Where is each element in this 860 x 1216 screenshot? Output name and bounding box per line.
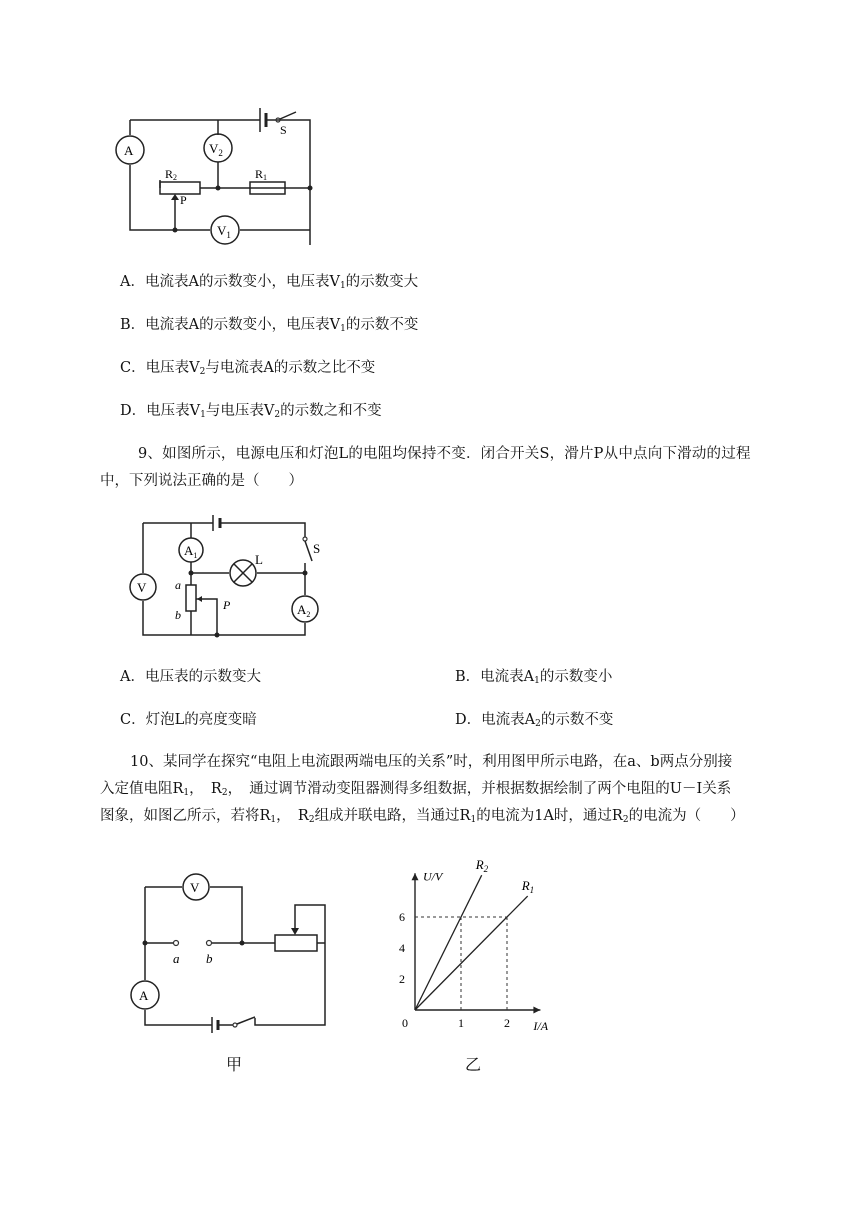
x-axis-arrow xyxy=(533,1007,540,1014)
y-tick-label: 4 xyxy=(399,941,405,955)
q8-option-a: A．电流表A的示数变小，电压表$V_1$的示数变大 xyxy=(120,274,419,291)
q10-ui-chart xyxy=(390,857,590,1040)
series-label-R2: $R_2$ xyxy=(475,857,489,875)
q10-circuit-jia xyxy=(130,870,335,1035)
q8-r2-sub: 2 xyxy=(173,173,178,182)
q8-circuit-diagram xyxy=(120,100,320,245)
x-tick-label: 2 xyxy=(504,1016,510,1030)
y-axis-arrow xyxy=(412,873,419,880)
x-tick-label: 1 xyxy=(458,1016,464,1030)
q8-v2-label: V xyxy=(209,141,219,156)
x-tick-label: 0 xyxy=(402,1016,408,1030)
q9-rheostat xyxy=(186,585,196,611)
q8-r2-label: R xyxy=(165,167,174,181)
q8-switch-label: S xyxy=(280,123,287,137)
q8-option-c: C．电压表$V_2$与电流表A的示数之比不变 xyxy=(120,360,376,377)
q9-option-d: D．电流表$A_2$的示数不变 xyxy=(455,712,614,729)
q8-p-label: P xyxy=(180,193,187,207)
y-tick-label: 6 xyxy=(399,910,405,924)
q9-b-label: b xyxy=(175,608,181,622)
q10-a-label: A xyxy=(139,988,149,1003)
q9-stem-line1: 9、如图所示，电源电压和灯泡L的电阻均保持不变．闭合开关S，滑片P从中点向下滑动的过程 xyxy=(138,446,751,462)
q9-stem-line2: 中，下列说法正确的是（ ） xyxy=(100,473,303,489)
q10-v-label: V xyxy=(190,880,200,895)
series-line-R2 xyxy=(415,875,482,1010)
svg-text:R1 xyxy=(255,167,267,182)
q9-circuit-diagram xyxy=(125,515,325,640)
q10-rheostat xyxy=(275,935,317,951)
y-tick-label: 2 xyxy=(399,972,405,986)
q8-v1-label: V xyxy=(217,223,227,238)
q10-point-a: a xyxy=(173,951,180,966)
q10-stem-line2: 入定值电阻$R_1$， $R_2$， 通过调节滑动变阻器测得多组数据，并根据数据绘制了两个电阻的U－I关系 xyxy=(100,781,732,798)
svg-text:A2 xyxy=(297,602,310,619)
q8-r1-label: R xyxy=(255,167,264,181)
q9-p-label: P xyxy=(223,598,231,612)
q8-option-d: D．电压表$V_1$与电压表$V_2$的示数之和不变 xyxy=(120,403,382,420)
q10-caption-yi: 乙 xyxy=(465,1055,482,1074)
q8-ammeter-label: A xyxy=(124,143,134,158)
q9-a1-label: A xyxy=(184,543,194,558)
q9-option-a: A．电压表的示数变大 xyxy=(120,669,261,685)
q8-v2-sub: 2 xyxy=(218,148,223,158)
q10-caption-jia: 甲 xyxy=(226,1055,243,1074)
q8-option-b: B．电流表A的示数变小，电压表$V_1$的示数不变 xyxy=(120,317,419,334)
svg-text:V2 xyxy=(209,141,223,158)
q10-point-b: b xyxy=(206,951,213,966)
q10-stem-line1: 10、某同学在探究“电阻上电流跟两端电压的关系”时，利用图甲所示电路，在a、b两点分别接 xyxy=(130,754,733,770)
q9-option-c: C．灯泡L的亮度变暗 xyxy=(120,712,257,728)
q8-r1-sub: 1 xyxy=(263,173,268,182)
q10-stem-line3: 图象，如图乙所示，若将$R_1$， $R_2$组成并联电路，当通过$R_1$的电流为1A时，通过$R_2$的电流为（ ） xyxy=(100,808,745,825)
q9-a2-sub: 2 xyxy=(306,610,311,619)
q9-a-label: a xyxy=(175,578,181,592)
x-axis-label: I/A xyxy=(533,1019,549,1033)
q8-v1-sub: 1 xyxy=(226,230,231,240)
svg-text:R2 xyxy=(165,167,177,182)
q9-v-label: V xyxy=(137,580,147,595)
q9-option-b: B．电流表$A_1$的示数变小 xyxy=(455,669,613,686)
q9-switch-label: S xyxy=(313,541,321,556)
y-axis-label: U/V xyxy=(423,869,443,884)
q9-lamp-label: L xyxy=(255,552,263,567)
series-label-R1: $R_1$ xyxy=(521,878,535,896)
q9-a1-sub: 1 xyxy=(193,551,198,560)
series-line-R1 xyxy=(415,896,528,1010)
q9-a2-label: A xyxy=(297,602,307,617)
svg-text:V1 xyxy=(217,223,231,240)
svg-text:A1 xyxy=(184,543,197,560)
